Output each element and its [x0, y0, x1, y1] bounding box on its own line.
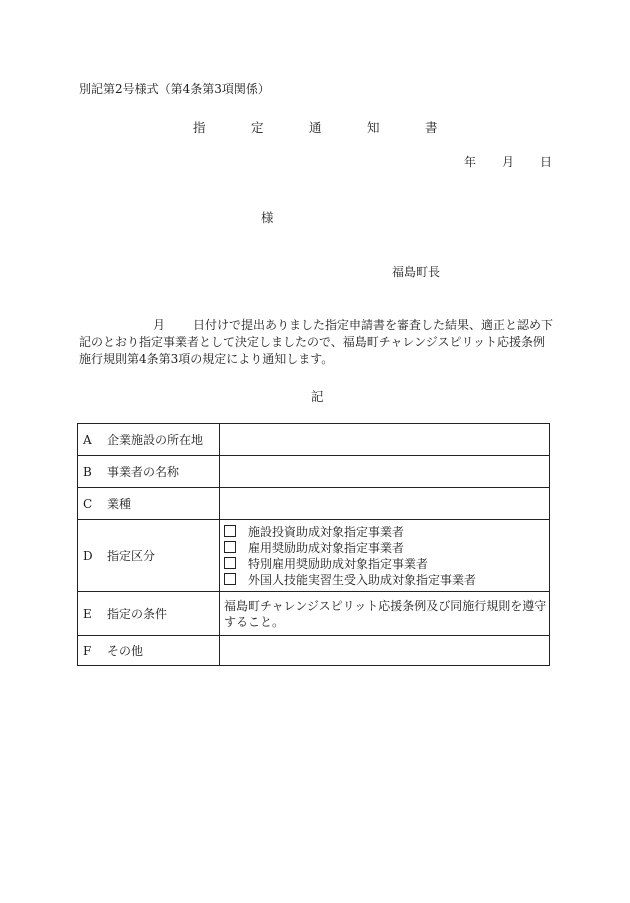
title-char: 通 — [309, 120, 322, 135]
conditions-line: すること。 — [224, 614, 285, 629]
date-year: 年 — [464, 155, 477, 169]
category-option[interactable] — [224, 540, 549, 556]
row-label-text: 事業者の名称 — [107, 465, 180, 479]
document-title — [193, 118, 443, 136]
checkbox-icon[interactable] — [224, 541, 236, 553]
form-reference: 別記第2号様式（第4条第3項関係） — [79, 82, 270, 96]
table-row — [78, 636, 550, 666]
title-char: 知 — [367, 120, 380, 135]
row-label — [78, 636, 220, 666]
location-field[interactable] — [220, 424, 550, 456]
table-row — [78, 424, 550, 456]
body-month-mark: 月 — [153, 318, 166, 332]
row-label-text: その他 — [107, 644, 144, 658]
table-row — [78, 488, 550, 520]
ki-heading: 記 — [311, 389, 324, 404]
row-key: B — [83, 465, 92, 479]
checkbox-icon[interactable] — [224, 557, 236, 569]
row-label — [78, 456, 220, 488]
option-label: 特別雇用奨励助成対象指定事業者 — [248, 556, 429, 571]
row-label — [78, 520, 220, 592]
checkbox-icon[interactable] — [224, 525, 236, 537]
category-option[interactable] — [224, 556, 549, 572]
row-label-text: 業種 — [107, 497, 132, 511]
table-row — [78, 520, 550, 592]
body-text — [79, 317, 553, 368]
date-month: 月 — [502, 155, 515, 169]
conditions-text — [220, 592, 550, 636]
row-key: F — [83, 644, 92, 658]
option-label: 施設投資助成対象指定事業者 — [248, 524, 405, 539]
checkbox-icon[interactable] — [224, 573, 236, 585]
row-label — [78, 488, 220, 520]
body-line-3: 施行規則第4条第3項の規定により通知します。 — [79, 352, 334, 366]
row-key: A — [83, 433, 92, 447]
category-option[interactable] — [224, 524, 549, 540]
option-label: 外国人技能実習生受入助成対象指定事業者 — [248, 572, 477, 587]
row-label — [78, 424, 220, 456]
row-key: D — [83, 549, 93, 563]
row-label-text: 指定の条件 — [107, 607, 168, 621]
category-option[interactable] — [224, 572, 549, 588]
addressee-suffix: 様 — [261, 210, 274, 225]
table-row — [78, 592, 550, 636]
conditions-line: 福島町チャレンジスピリット応援条例及び同施行規則を遵守 — [224, 598, 547, 613]
body-line-1-rest: 日付けで提出ありました指定申請書を審査した結果、適正と認め下 — [193, 318, 554, 332]
details-table — [77, 423, 550, 666]
row-label — [78, 592, 220, 636]
designation-category-options — [220, 520, 550, 592]
title-char: 定 — [251, 120, 264, 135]
issuer: 福島町長 — [392, 265, 441, 279]
title-char: 指 — [193, 120, 206, 135]
row-key: C — [83, 497, 93, 511]
body-line-2: 記のとおり指定事業者として決定しましたので、福島町チャレンジスピリット応援条例 — [79, 335, 545, 349]
date-line — [464, 153, 552, 170]
row-label-text: 企業施設の所在地 — [107, 433, 204, 447]
body-line-1 — [79, 317, 553, 334]
row-key: E — [83, 607, 92, 621]
date-day: 日 — [540, 155, 553, 169]
option-label: 雇用奨励助成対象指定事業者 — [248, 540, 405, 555]
table-row — [78, 456, 550, 488]
business-name-field[interactable] — [220, 456, 550, 488]
industry-field[interactable] — [220, 488, 550, 520]
other-field[interactable] — [220, 636, 550, 666]
row-label-text: 指定区分 — [107, 549, 156, 563]
title-char: 書 — [425, 120, 438, 135]
